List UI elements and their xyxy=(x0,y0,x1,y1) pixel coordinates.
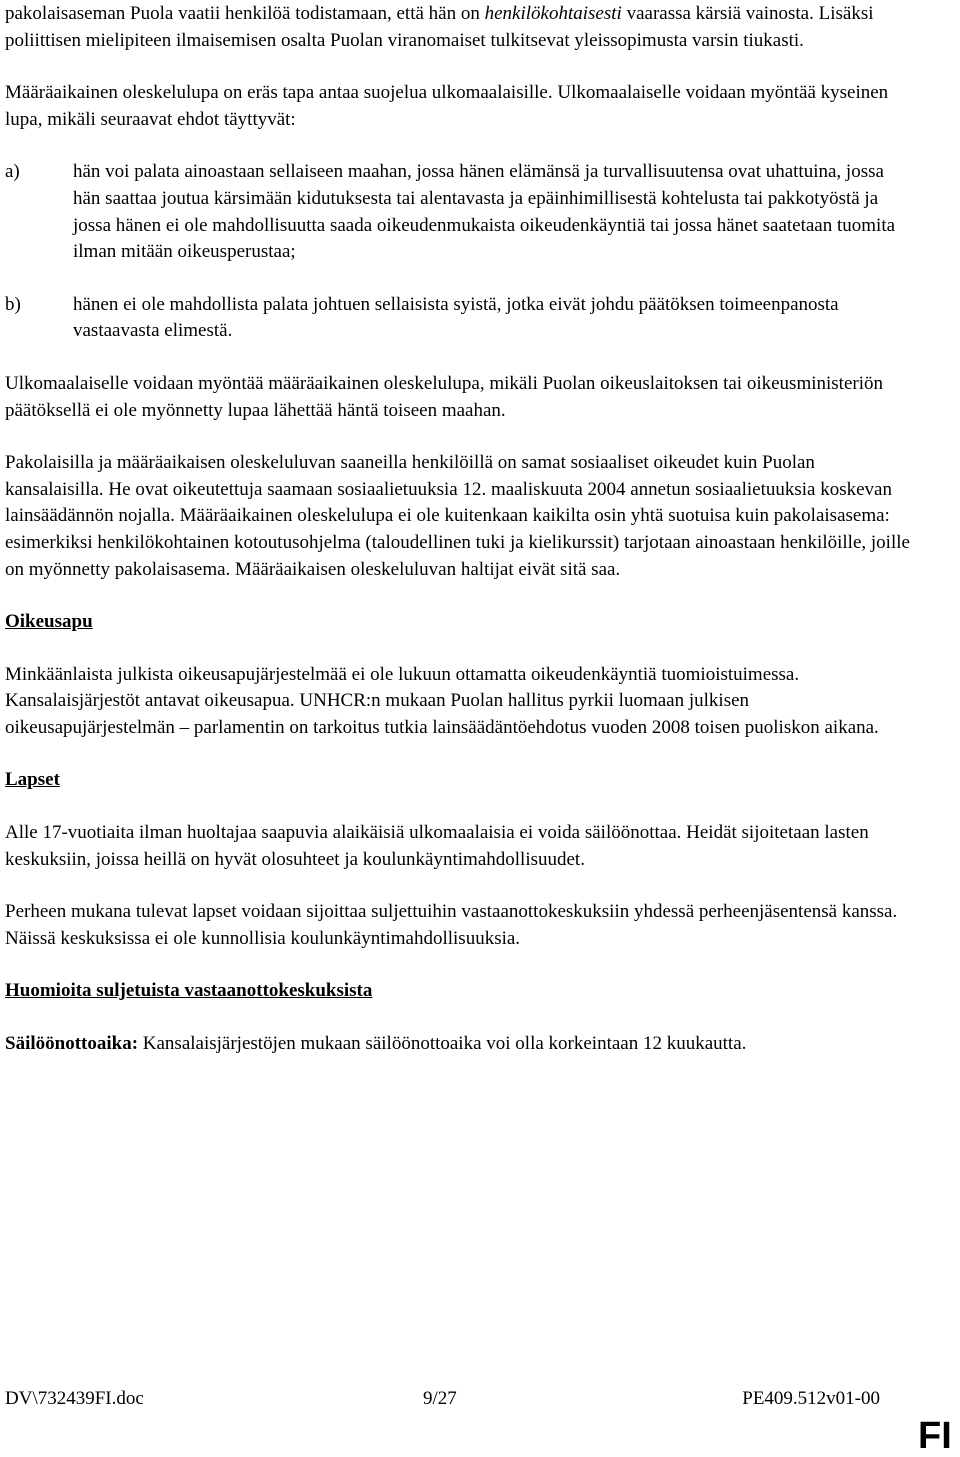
footer-doc-ref: DV\732439FI.doc xyxy=(5,1388,144,1409)
paragraph-detention-time xyxy=(5,1031,910,1058)
list-item-text: hän voi palata ainoastaan sellaiseen maahan, jossa hänen elämänsä ja turvallisuutensa ovat uhattuina, jossa hän saattaa joutua kärsimään kidutuksesta tai alentavasta ja epäinhimillisestä kohtelusta tai pakkotyöstä ja jossa hänen ei ole mahdollisuutta saada oikeudenmukaista oikeudenkäyntiä tai jossa hänet saatetaan tuomita ilman mitään oikeusperustaa; xyxy=(73,161,896,263)
detention-time-label: Säilöönottoaika: xyxy=(5,1033,139,1055)
paragraph-intro-emphasis: henkilökohtaisesti xyxy=(484,3,622,24)
list-item-a xyxy=(5,159,910,265)
paragraph-legal-aid: Minkäänlaista julkista oikeusapujärjestelmää ei ole lukuun ottamatta oikeudenkäyntiä tuomioistuimessa. Kansalaisjärjestöt antavat oikeusapua. UNHCR:n mukaan Puolan hallitus pyrkii luomaan julkisen oikeusapujärjestelmän – parlamentin on tarkoitus tutkia lainsäädäntöehdotus vuoden 2008 toisen puoliskon aikana. xyxy=(5,663,879,738)
paragraph-social-rights: Pakolaisilla ja määräaikaisen oleskeluluvan saaneilla henkilöillä on samat sosiaaliset oikeudet kuin Puolan kansalaisilla. He ovat oikeutettuja saamaan sosiaalietuuksia 12. maaliskuuta 2004 annetun sosiaalietuuksia koskevan lainsäädännön nojalla. Määräaikainen oleskelulupa ei ole kuitenkaan kaikilta osin yhtä suotuisa kuin pakolaisasema: esimerkiksi henkilökohtainen kotoutusohjelma (taloudellinen tuki ja kielikurssit) tarjotaan ainoastaan henkilöille, joille on myönnetty pakolaisasema. Määräaikaisen oleskeluluvan haltijat eivät sitä saa. xyxy=(5,452,910,580)
paragraph-intro-text-a: pakolaisaseman Puola vaatii henkilöä todistamaan, että hän on xyxy=(5,3,485,24)
paragraph-ministry-decision: Ulkomaalaiselle voidaan myöntää määräaikainen oleskelulupa, mikäli Puolan oikeuslaitoksen tai oikeusministeriön päätöksellä ei ole myönnetty lupaa lähettää häntä toiseen maahan. xyxy=(5,372,883,421)
list-marker: a) xyxy=(5,161,20,183)
heading-oikeusapu: Oikeusapu xyxy=(5,611,93,633)
paragraph-intro-text-b: vaarassa kärsiä vainosta. Lisäksi poliittisen mielipiteen ilmaisemisen osalta Puolan viranomaiset tulkitsevat yleissopimusta varsin tiukasti. xyxy=(5,3,874,51)
list-item-b xyxy=(5,292,910,345)
document-page xyxy=(5,0,910,1058)
list-item-text: hänen ei ole mahdollista palata johtuen sellaisista syistä, jotka eivät johdu päätöksen toimeenpanosta vastaavasta elimestä. xyxy=(73,293,839,342)
paragraph-temporary-permit: Määräaikainen oleskelulupa on eräs tapa antaa suojelua ulkomaalaisille. Ulkomaalaiselle voidaan myöntää kyseinen lupa, mikäli seuraavat ehdot täyttyvät: xyxy=(5,82,889,130)
heading-lapset: Lapset xyxy=(5,769,60,791)
paragraph-families: Perheen mukana tulevat lapset voidaan sijoittaa suljettuihin vastaanottokeskuksiin yhdessä perheenjäsentensä kanssa. Näissä keskuksissa ei ole kunnollisia koulunkäyntimahdollisuuksia. xyxy=(5,901,898,949)
paragraph-minors: Alle 17-vuotiaita ilman huoltajaa saapuvia alaikäisiä ulkomaalaisia ei voida säilöönottaa. Heidät sijoitetaan lasten keskuksiin, joissa heillä on hyvät olosuhteet ja koulunkäyntimahdollisuudet. xyxy=(5,822,869,870)
detention-time-text: Kansalaisjärjestöjen mukaan säilöönottoaika voi olla korkeintaan 12 kuukautta. xyxy=(138,1033,747,1055)
paragraph-intro xyxy=(5,1,910,54)
list-marker: b) xyxy=(5,293,21,315)
footer-pe-ref: PE409.512v01-00 xyxy=(742,1388,880,1409)
language-tag: FI xyxy=(918,1415,952,1457)
heading-closed-centres: Huomioita suljetuista vastaanottokeskuksista xyxy=(5,980,373,1002)
footer-page-number: 9/27 xyxy=(423,1388,457,1409)
